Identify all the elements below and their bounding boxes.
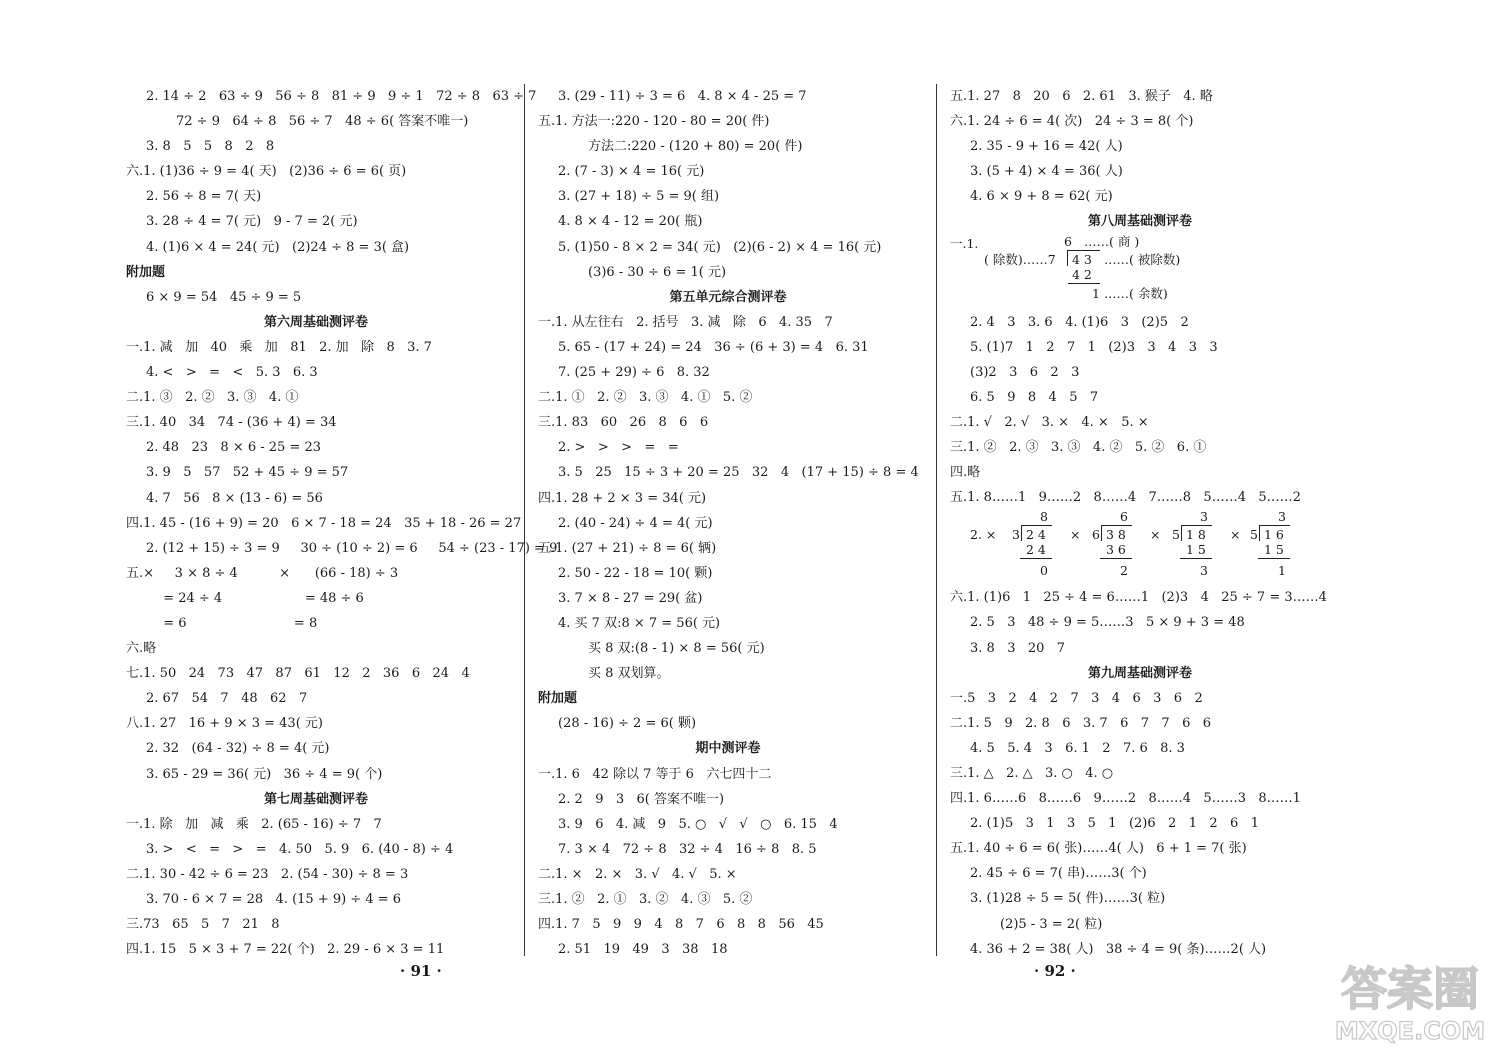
answer-line: = 24 ÷ 4 = 48 ÷ 6 [126, 590, 364, 606]
section-heading: 第八周基础测评卷 [1087, 214, 1192, 230]
answer-line: 2. (40 - 24) ÷ 4 = 4( 元) [558, 515, 713, 531]
division-dividend: 1 8 [1186, 527, 1206, 543]
division-quotient: 6 [1120, 509, 1128, 525]
answer-line: 附加题 [126, 264, 166, 280]
answer-line: 2. > > > = = [558, 440, 679, 456]
answer-line: 3. 5 25 15 ÷ 3 + 20 = 25 32 4 (17 + 15) ÷ 8 = 4 [558, 465, 919, 481]
answer-line: 买 8 双划算。 [588, 666, 670, 682]
watermark-top-text: 答案圈 [1341, 962, 1479, 1016]
division-product: 3 6 [1106, 542, 1126, 558]
answer-line: 3. (5 + 4) × 4 = 36( 人) [970, 164, 1123, 180]
division-product: 2 4 [1026, 542, 1046, 558]
division-bracket-top [1182, 525, 1212, 526]
answer-line: 5. (1)50 - 8 × 2 = 34( 元) (2)(6 - 2) × 4 = 16( 元) [558, 239, 882, 255]
answer-line: 附加题 [538, 691, 578, 707]
division-bracket-side [1021, 525, 1022, 541]
answer-line: 4. (1)6 × 4 = 24( 元) (2)24 ÷ 8 = 3( 盒) [146, 239, 410, 255]
answer-line: 2. (12 + 15) ÷ 3 = 9 30 ÷ (10 ÷ 2) = 6 54 ÷ (23 - 17) = 9 [146, 540, 558, 556]
division-rule [1100, 558, 1132, 559]
answer-line: 方法二:220 - (120 + 80) = 20( 件) [588, 139, 803, 155]
answer-line: 2. 45 ÷ 6 = 7( 串)……3( 个) [970, 866, 1147, 882]
division-bracket-side [1101, 525, 1102, 541]
answer-line: 4. < > = < 5. 3 6. 3 [146, 365, 318, 381]
section-heading: 第六周基础测评卷 [263, 314, 368, 330]
division-bracket-side [1259, 525, 1260, 541]
diagram-quotient: 6 [1064, 233, 1072, 249]
answer-line: 3. (1)28 ÷ 5 = 5( 件)……3( 粒) [970, 891, 1166, 907]
answer-line: 二.1. √ 2. √ 3. × 4. × 5. × [950, 414, 1149, 430]
answer-line: 5. 65 - (17 + 24) = 24 36 ÷ (6 + 3) = 4 6. 31 [558, 339, 869, 355]
answer-line: 7. (25 + 29) ÷ 6 8. 32 [558, 365, 710, 381]
division-dividend: 2 4 [1026, 527, 1046, 543]
division-quotient: 3 [1200, 509, 1208, 525]
diagram-divisor-label: ( 除数)……7 [984, 251, 1056, 267]
answer-line: 3. (27 + 18) ÷ 5 = 9( 组) [558, 189, 720, 205]
division-dividend: 1 6 [1264, 527, 1284, 543]
answer-line: 三.73 65 5 7 21 8 [126, 917, 280, 933]
answer-line: 2. (1)5 3 1 3 5 1 (2)6 2 1 2 6 1 [970, 816, 1259, 832]
answer-line: 2. 50 - 22 - 18 = 10( 颗) [558, 565, 713, 581]
answer-line: 5. (1)7 1 2 7 1 (2)3 3 4 3 3 [970, 339, 1218, 355]
answer-line: 五.× 3 × 8 ÷ 4 × (66 - 18) ÷ 3 [126, 565, 399, 581]
division-bracket-top [1260, 525, 1290, 526]
division-rule [1180, 558, 1212, 559]
divrow-prefix: 2. × [970, 527, 997, 543]
answer-line: 四.1. 15 5 × 3 + 7 = 22( 个) 2. 29 - 6 × 3 = 11 [126, 942, 445, 958]
diagram-remainder-label: ……( 余数) [1104, 285, 1168, 301]
answer-line: 3. 7 × 8 - 27 = 29( 盆) [558, 590, 703, 606]
answer-line: 一.5 3 2 4 2 7 3 4 6 3 6 2 [950, 690, 1203, 706]
division-product: 1 5 [1264, 542, 1284, 558]
answer-line: 三.1. ② 2. ③ 3. ③ 4. ② 5. ② 6. ① [950, 440, 1207, 456]
answer-line: 6 × 9 = 54 45 ÷ 9 = 5 [146, 289, 302, 305]
division-remainder: 2 [1120, 563, 1128, 579]
division-remainder: 3 [1200, 563, 1208, 579]
answer-line: 七.1. 50 24 73 47 87 61 12 2 36 6 24 4 [126, 666, 470, 682]
section-heading: 第七周基础测评卷 [263, 791, 368, 807]
diagram-dividend-label: ……( 被除数) [1104, 251, 1181, 267]
answer-line: 2. 2 9 3 6( 答案不唯一) [558, 791, 725, 807]
answer-line: 2. 48 23 8 × 6 - 25 = 23 [146, 440, 322, 456]
section-heading: 第五单元综合测评卷 [669, 289, 787, 305]
answer-line: 3. > < = > = 4. 50 5. 9 6. (40 - 8) ÷ 4 [146, 841, 454, 857]
answer-line: 2. 32 (64 - 32) ÷ 8 = 4( 元) [146, 741, 330, 757]
section-heading: 第九周基础测评卷 [1087, 665, 1192, 681]
answer-line: 三.1. △ 2. △ 3. ○ 4. ○ [950, 765, 1114, 781]
answer-line: (2)5 - 3 = 2( 粒) [1000, 916, 1103, 932]
answer-line: 一.1. 6 42 除以 7 等于 6 六七四十二 [538, 766, 772, 782]
answer-line: 4. 买 7 双:8 × 7 = 56( 元) [558, 615, 721, 631]
diagram-quotient-label: ……( 商 ) [1084, 233, 1140, 249]
division-divisor: 5 [1250, 527, 1258, 543]
answer-column-1 [126, 84, 558, 962]
answer-line: 4. 6 × 9 + 8 = 62( 元) [970, 189, 1113, 205]
division-mark: × [1150, 527, 1161, 543]
division-quotient: 3 [1278, 509, 1286, 525]
answer-line: 五.1. 40 ÷ 6 = 6( 张)……4( 人) 6 + 1 = 7( 张) [950, 841, 1247, 857]
answer-line: 2. 5 3 48 ÷ 9 = 5……3 5 × 9 + 3 = 48 [970, 615, 1245, 631]
column-divider-1 [524, 84, 525, 956]
answer-line: 五.1. 27 8 20 6 2. 61 3. 猴子 4. 略 [950, 89, 1213, 104]
division-remainder: 0 [1040, 563, 1048, 579]
long-division-diagram [950, 235, 1330, 310]
column-divider-2 [936, 84, 937, 956]
answer-line: 3. 65 - 29 = 36( 元) 36 ÷ 4 = 9( 个) [146, 766, 383, 782]
answer-line: 六.1. (1)6 1 25 ÷ 4 = 6……1 (2)3 4 25 ÷ 7 = 3……4 [950, 590, 1327, 606]
diagram-dividend: 4 3 [1072, 251, 1092, 267]
answer-line: 2. 14 ÷ 2 63 ÷ 9 56 ÷ 8 81 ÷ 9 9 ÷ 1 72 ÷ 8 63 ÷ 7 [146, 89, 537, 104]
answer-line: 3. 8 5 5 8 2 8 [146, 139, 275, 155]
page-number-left: · 91 · [400, 962, 442, 980]
answer-line: 二.1. ① 2. ② 3. ③ 4. ① 5. ② [538, 390, 753, 406]
page-number-right: · 92 · [1034, 962, 1076, 980]
division-mark: × [1070, 527, 1081, 543]
division-product: 1 5 [1186, 542, 1206, 558]
division-rule [1258, 558, 1290, 559]
answer-line: 四.1. 28 + 2 × 3 = 34( 元) [538, 490, 707, 506]
answer-line: 2. 35 - 9 + 16 = 42( 人) [970, 139, 1123, 155]
answer-line: 五.1. (27 + 21) ÷ 8 = 6( 辆) [538, 540, 717, 556]
watermark-logo [1325, 955, 1495, 1045]
section-heading: 期中测评卷 [695, 741, 761, 757]
answer-line: 2. 67 54 7 48 62 7 [146, 691, 308, 707]
answer-line: 3. 9 6 4. 减 9 5. ○ √ √ ○ 6. 15 4 [558, 816, 838, 832]
diagram-prefix: 一.1. [950, 235, 979, 251]
division-mark: × [1230, 527, 1241, 543]
answer-line: 2. 51 19 49 3 38 18 [558, 942, 728, 958]
watermark-bottom-text: MXQE.COM [1334, 1017, 1486, 1045]
answer-line: 买 8 双:(8 - 1) × 8 = 56( 元) [588, 641, 765, 657]
answer-line: (28 - 16) ÷ 2 = 6( 颗) [558, 716, 697, 732]
answer-line: 六.略 [126, 641, 157, 657]
answer-line: 二.1. ③ 2. ② 3. ③ 4. ① [126, 390, 299, 406]
answer-line: 五.1. 8……1 9……2 8……4 7……8 5……4 5……2 [950, 490, 1301, 506]
answer-line: (3)6 - 30 ÷ 6 = 1( 元) [588, 264, 727, 280]
answer-line: 4. 36 + 2 = 38( 人) 38 ÷ 4 = 9( 条)……2( 人) [970, 941, 1267, 957]
answer-line: 二.1. × 2. × 3. √ 4. √ 5. × [538, 866, 737, 882]
answer-line: 2. 4 3 3. 6 4. (1)6 3 (2)5 2 [970, 314, 1189, 330]
diagram-bracket-side [1067, 250, 1068, 266]
answer-line: 一.1. 减 加 40 乘 加 81 2. 加 除 8 3. 7 [126, 339, 432, 355]
division-remainder: 1 [1278, 563, 1286, 579]
answer-column-2 [538, 84, 918, 962]
answer-line: 二.1. 5 9 2. 8 6 3. 7 6 7 7 6 6 [950, 715, 1212, 731]
diagram-rule [1068, 283, 1100, 284]
answer-line: 72 ÷ 9 64 ÷ 8 56 ÷ 7 48 ÷ 6( 答案不唯一) [176, 114, 469, 130]
division-bracket-side [1181, 525, 1182, 541]
division-bracket-top [1022, 525, 1052, 526]
answer-line: 3. 8 3 20 7 [970, 640, 1066, 656]
answer-line: 3. 9 5 57 52 + 45 ÷ 9 = 57 [146, 465, 349, 481]
division-dividend: 3 8 [1106, 527, 1126, 543]
answer-line: 3. 28 ÷ 4 = 7( 元) 9 - 7 = 2( 元) [146, 214, 358, 230]
answer-line: (3)2 3 6 2 3 [970, 364, 1080, 380]
answer-line: 6. 5 9 8 4 5 7 [970, 389, 1099, 405]
diagram-remainder: 1 [1092, 285, 1100, 301]
answer-line: 四.1. 7 5 9 9 4 8 7 6 8 8 56 45 [538, 917, 824, 933]
answer-line: 2. (7 - 3) × 4 = 16( 元) [558, 164, 705, 180]
answer-line: 4. 5 5. 4 3 6. 1 2 7. 6 8. 3 [970, 740, 1185, 756]
answer-line: 四.1. 6……6 8……6 9……2 8……4 5……3 8……1 [950, 791, 1301, 807]
answer-line: 4. 7 56 8 × (13 - 6) = 56 [146, 490, 323, 506]
answer-line: 3. (29 - 11) ÷ 3 = 6 4. 8 × 4 - 25 = 7 [558, 89, 807, 104]
answer-line: 3. 70 - 6 × 7 = 28 4. (15 + 9) ÷ 4 = 6 [146, 892, 402, 907]
answer-line: 7. 3 × 4 72 ÷ 8 32 ÷ 4 16 ÷ 8 8. 5 [558, 841, 817, 857]
diagram-product: 4 2 [1072, 266, 1092, 282]
division-divisor: 6 [1092, 527, 1100, 543]
answer-column-3 [950, 84, 1330, 962]
division-rule [1020, 558, 1052, 559]
answer-line: 五.1. 方法一:220 - 120 - 80 = 20( 件) [538, 114, 770, 130]
division-divisor: 5 [1172, 527, 1180, 543]
answer-line: 4. 8 × 4 - 12 = 20( 瓶) [558, 214, 703, 230]
answer-line: 三.1. 40 34 74 - (36 + 4) = 34 [126, 415, 337, 431]
division-divisor: 3 [1012, 527, 1020, 543]
answer-line: 一.1. 除 加 减 乘 2. (65 - 16) ÷ 7 7 [126, 816, 382, 832]
answer-line: 八.1. 27 16 + 9 × 3 = 43( 元) [126, 716, 323, 732]
answer-line: 一.1. 从左往右 2. 括号 3. 减 除 6 4. 35 7 [538, 314, 833, 330]
answer-line: 四.略 [950, 465, 981, 481]
answer-line: = 6 = 8 [126, 615, 318, 631]
diagram-bracket-top [1068, 250, 1100, 251]
division-quotient: 8 [1040, 509, 1048, 525]
answer-line: 六.1. (1)36 ÷ 9 = 4( 天) (2)36 ÷ 6 = 6( 页) [126, 164, 407, 180]
division-bracket-top [1102, 525, 1132, 526]
answer-line: 三.1. ② 2. ① 3. ② 4. ③ 5. ② [538, 892, 753, 907]
answer-line: 三.1. 83 60 26 8 6 6 [538, 415, 709, 431]
answer-line: 2. 56 ÷ 8 = 7( 天) [146, 189, 262, 205]
answer-line: 六.1. 24 ÷ 6 = 4( 次) 24 ÷ 3 = 8( 个) [950, 114, 1194, 130]
answer-line: 二.1. 30 - 42 ÷ 6 = 23 2. (54 - 30) ÷ 8 = 3 [126, 866, 409, 882]
answer-line: 四.1. 45 - (16 + 9) = 20 6 × 7 - 18 = 24 35 + 18 - 26 = 27 [126, 515, 522, 531]
vertical-division-row [950, 510, 1330, 585]
